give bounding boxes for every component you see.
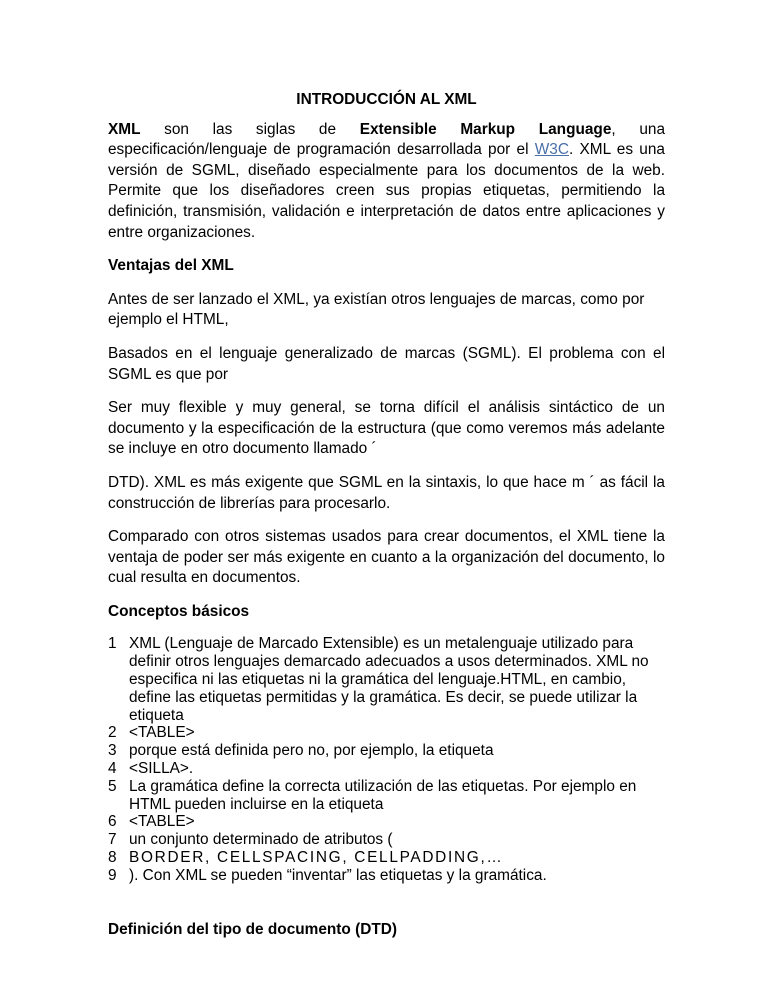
list-item-number: 5 [108, 777, 117, 795]
list-item [108, 778, 665, 814]
ventajas-paragraph-3: Ser muy flexible y muy general, se torna difícil el análisis sintáctico de un documento y la especificación de la estructura (que como veremos más adelante se incluye en otro documento llamado ´ [108, 399, 665, 458]
intro-text-3: . XML es una versión de SGML, diseñado especialmente para los documentos de la web. Permite que los diseñadores creen sus propias etiquetas, permitiendo la definición, transmisión, validación e interpretación de datos entre aplicaciones y entre organizaciones. [108, 141, 665, 241]
list-item [108, 760, 665, 778]
ventajas-paragraph-5: Comparado con otros sistemas usados para crear documentos, el XML tiene la ventaja de poder ser más exigente en cuanto a la organización del documento, lo cual resulta en documentos. [108, 528, 665, 587]
intro-bold-extensible: Extensible Markup Language [359, 120, 612, 138]
list-item-text: <TABLE> [129, 813, 195, 831]
w3c-link[interactable]: W3C [534, 141, 569, 159]
list-item-number: 7 [108, 831, 117, 849]
intro-text-1: son las siglas de [140, 120, 360, 138]
intro-text-2: , una especificación/lenguaje de programación desarrollada por el [108, 120, 666, 159]
list-item-text: <SILLA>. [129, 760, 194, 778]
list-item [108, 867, 665, 885]
list-item-number: 6 [108, 813, 117, 831]
list-item-number: 4 [108, 760, 117, 778]
ventajas-paragraph-4: DTD). XML es más exigente que SGML en la sintaxis, lo que hace m ´ as fácil la construcción de librerías para procesarlo. [108, 473, 665, 512]
list-item [108, 724, 665, 742]
list-item-number: 8 [108, 849, 117, 867]
list-item-number: 3 [108, 742, 117, 760]
list-item-text: XML (Lenguaje de Marcado Extensible) es un metalenguaje utilizado para definir otros lenguajes demarcado adecuados a usos determinados. XML no especifica ni las etiquetas ni la gramática del lenguaje.HTML, en cambio, define las etiquetas permitidas y la gramática. Es decir, se puede utilizar la etiqueta [129, 635, 649, 724]
list-item-number: 2 [108, 724, 117, 742]
list-item-text: BORDER, CELLSPACING, CELLPADDING,… [129, 849, 504, 867]
heading-conceptos: Conceptos básicos [108, 602, 250, 620]
list-item [108, 813, 665, 831]
list-item [108, 742, 665, 760]
intro-bold-xml: XML [108, 120, 141, 138]
intro-paragraph [108, 120, 665, 244]
conceptos-list [108, 635, 665, 884]
list-item-text: un conjunto determinado de atributos ( [129, 831, 393, 849]
list-item [108, 635, 665, 724]
heading-dtd: Definición del tipo de documento (DTD) [108, 920, 397, 938]
list-item-text: <TABLE> [129, 724, 195, 742]
list-item-number: 1 [108, 635, 117, 653]
list-item-text: La gramática define la correcta utilización de las etiquetas. Por ejemplo en HTML pueden incluirse en la etiqueta [129, 777, 637, 813]
list-item-number: 9 [108, 866, 117, 884]
document-title: INTRODUCCIÓN AL XML [296, 91, 477, 108]
ventajas-paragraph-2: Basados en el lenguaje generalizado de marcas (SGML). El problema con el SGML es que por [108, 344, 665, 383]
list-item [108, 831, 665, 849]
heading-ventajas: Ventajas del XML [108, 257, 234, 275]
list-item [108, 849, 665, 867]
ventajas-paragraph-1: Antes de ser lanzado el XML, ya existían otros lenguajes de marcas, como por ejemplo el HTML, [108, 290, 645, 329]
list-item-text: porque está definida pero no, por ejemplo, la etiqueta [129, 742, 494, 760]
list-item-text: ). Con XML se pueden “inventar” las etiquetas y la gramática. [129, 866, 547, 884]
